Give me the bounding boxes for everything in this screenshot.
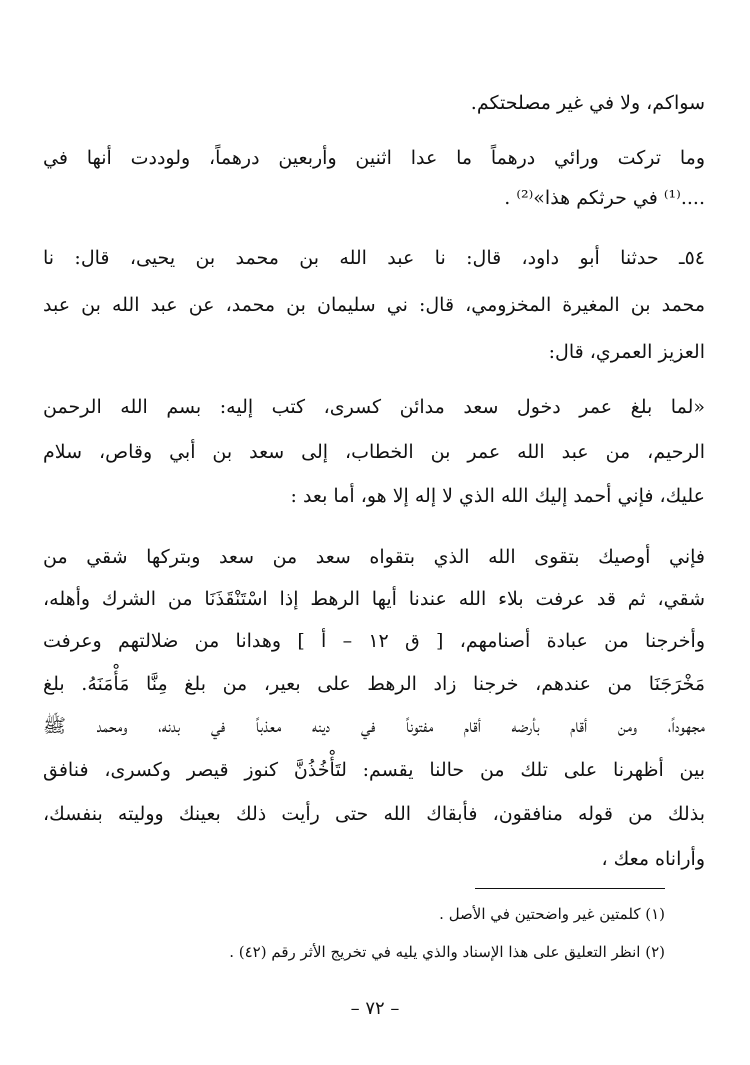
text-line: عليك، فإني أحمد إليك الله الذي لا إله إلا هو، أما بعد : [290,485,705,507]
text-line: وما تركت ورائي درهماً ما عدا اثنين وأربعين درهماً، ولوددت أنها في [43,147,705,169]
text-line: مَخْرَجَنَا من عندهم، خرجنا زاد الرهط على بعير، من بلغ مِنَّا مَأْمَنَهُ. بلغ [43,673,705,695]
text-line: مجهوداً، ومن أقام بأرضه أقام مفتوناً في دينه معذباً في بدنه، ومحمد ﷺ [43,715,705,737]
footnote: (٢) انظر التعليق على هذا الإسناد والذي يليه في تخريج الأثر رقم (٤٢) . [229,943,665,961]
text-line: بذلك من قوله منافقون، فأبقاك الله حتى رأيت ذلك بعينك ووليته بنفسك، [43,803,705,825]
text-line: ....⁽¹⁾ في حرثكم هذا»⁽²⁾ . [504,187,705,209]
text-line: «لما بلغ عمر دخول سعد مدائن كسرى، كتب إليه: بسم الله الرحمن [43,396,705,418]
text-line: شقي، ثم قد عرفت بلاء الله عندنا أيها الرهط إذا اسْتَنْقَذَنَا من الشرك وأهله، [43,588,705,610]
footnote-divider [475,888,665,889]
text-line: فإني أوصيك بتقوى الله الذي بتقواه سعد من سعد وبتركها شقي من [43,546,705,568]
text-line: وأخرجنا من عبادة أصنامهم، [ ق ١٢ – أ ] وهدانا من ضلالتهم وعرفت [43,630,705,652]
text-line: العزيز العمري، قال: [548,341,705,363]
text-line: سواكم، ولا في غير مصلحتكم. [470,92,705,114]
text-line: الرحيم، من عبد الله عمر بن الخطاب، إلى سعد بن أبي وقاص، سلام [43,441,705,463]
text-line: محمد بن المغيرة المخزومي، قال: ني سليمان بن محمد، عن عبد الله بن عبد [43,294,705,316]
text-line: ٥٤ـ حدثنا أبو داود، قال: نا عبد الله بن محمد بن يحيى، قال: نا [43,247,705,269]
text-line: وأراناه معك ، [601,848,705,870]
footnote: (١) كلمتين غير واضحتين في الأصل . [439,905,665,923]
text-line: بين أظهرنا على تلك من حالنا يقسم: لتَأْخُذُنَّ كنوز قيصر وكسرى، فنافق [43,759,705,781]
page-number: – ٧٢ – [350,998,400,1019]
